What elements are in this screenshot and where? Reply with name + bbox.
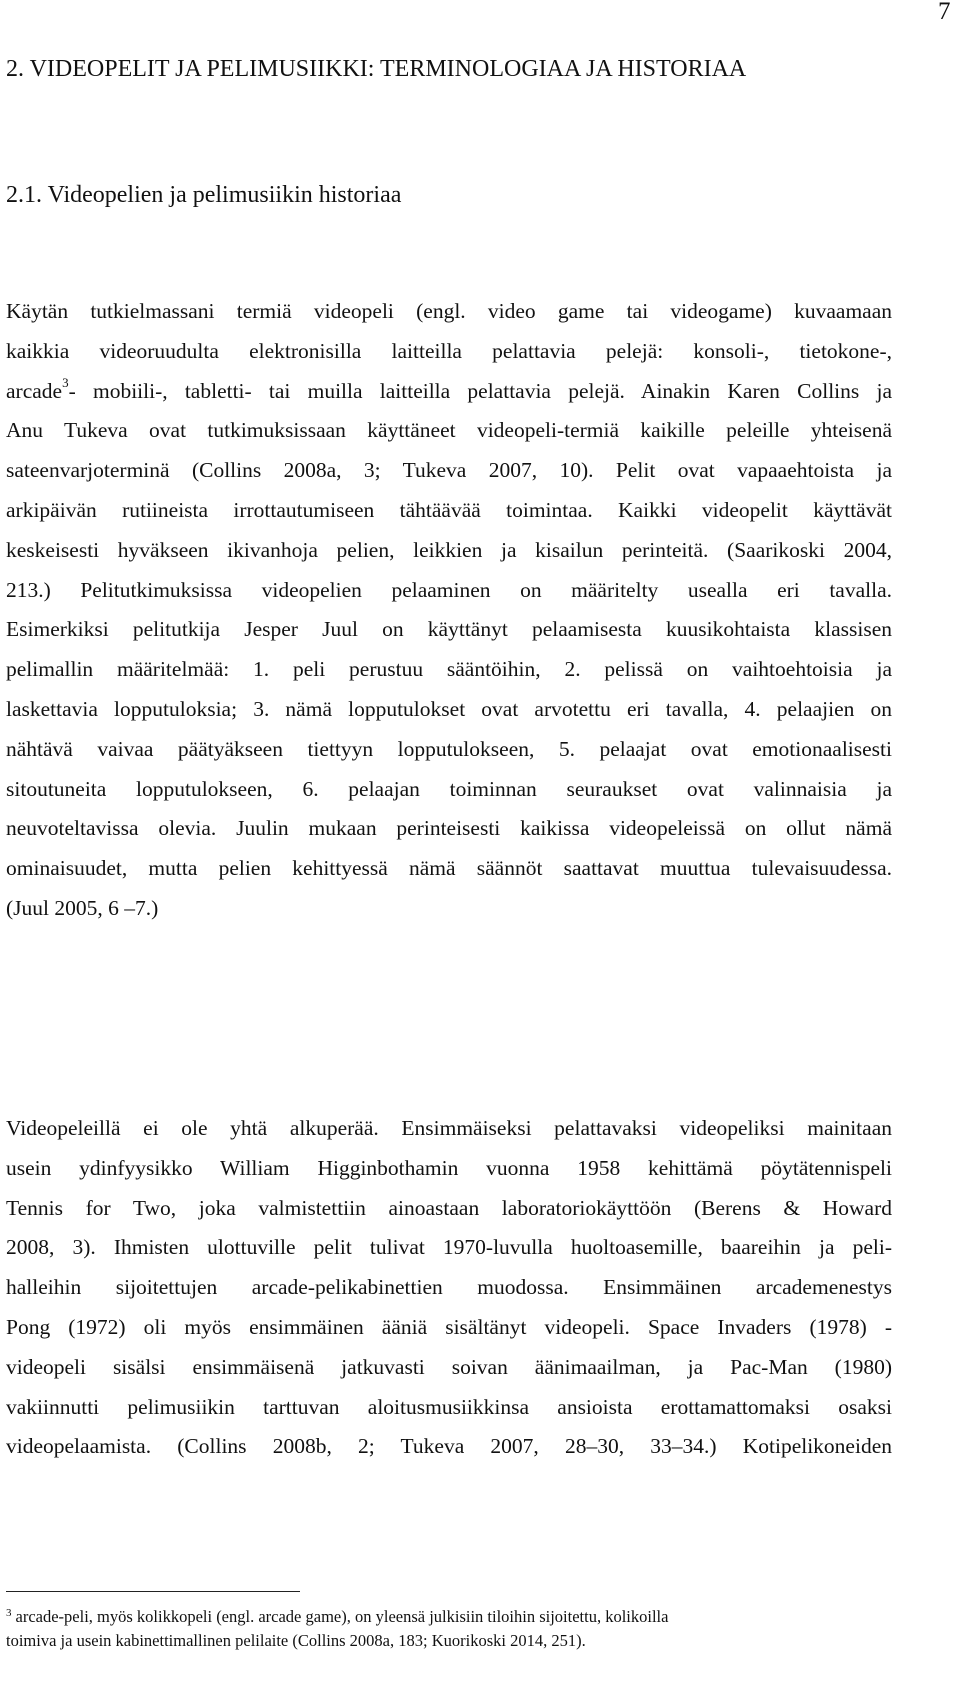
text-line: halleihin sijoitettujen arcade-pelikabinettien muodossa. Ensimmäinen arcademenestys [6,1275,892,1300]
page-number: 7 [938,0,951,25]
text-line: Esimerkiksi pelitutkija Jesper Juul on käyttänyt pelaamisesta kuusikohtaista klassisen [6,617,892,642]
text-line: Videopeleillä ei ole yhtä alkuperää. Ensimmäiseksi pelattavaksi videopeliksi mainitaan [6,1116,892,1140]
text-line: (Juul 2005, 6 –7.) [6,895,159,920]
footnote-reference: 3 [62,375,69,391]
text-line: keskeisesti hyväkseen ikivanhoja pelien, leikkien ja kisailun perinteitä. (Saarikoski 2004, [6,537,892,562]
section-heading: 2.1. Videopelien ja pelimusiikin historiaa [6,182,402,208]
text-line: Anu Tukeva ovat tutkimuksissaan käyttäneet videopeli-termiä kaikille peleille yhteisenä [6,418,892,443]
footnote-marker: 3 [6,1607,12,1619]
text-line: Pong (1972) oli myös ensimmäinen ääniä sisältänyt videopeli. Space Invaders (1978) - [6,1314,892,1339]
text-line: arkipäivän rutiineista irrottautumiseen tähtäävää toimintaa. Kaikki videopelit käyttävät [6,497,892,522]
text-line: videopelaamista. (Collins 2008b, 2; Tukeva 2007, 28–30, 33–34.) Kotipelikoneiden [6,1434,892,1459]
text-line: nähtävä vaivaa päätyäkseen tiettyyn lopputulokseen, 5. pelaajat ovat emotionaalisesti [6,736,892,761]
text-line: Käytän tutkielmassani termiä videopeli (engl. video game tai videogame) kuvaamaan [6,299,892,323]
text-line: usein ydinfyysikko William Higginbothamin vuonna 1958 kehittämä pöytätennispeli [6,1155,892,1180]
text-line-part: arcade [6,378,63,403]
chapter-heading: 2. VIDEOPELIT JA PELIMUSIIKKI: TERMINOLOGIAA JA HISTORIAA [6,56,747,82]
footnote-line: toimiva ja usein kabinettimallinen pelilaite (Collins 2008a, 183; Kuorikoski 2014, 251). [6,1631,586,1650]
text-line: sitoutuneita lopputulokseen, 6. pelaajan toiminnan seuraukset ovat valinnaisia ja [6,776,892,801]
text-line: neuvoteltavissa olevia. Juulin mukaan perinteisesti kaikissa videopeleissä on ollut nämä [6,816,892,841]
body-paragraph-2 [6,1109,892,1467]
footnote-separator [6,1591,300,1592]
text-line: videopeli sisälsi ensimmäisenä jatkuvasti soivan äänimaailman, ja Pac-Man (1980) [6,1354,892,1379]
text-line: ominaisuudet, mutta pelien kehittyessä nämä säännöt saattavat muuttua tulevaisuudessa. [6,856,892,881]
body-paragraph-1 [6,292,892,929]
text-line: vakiinnutti pelimusiikin tarttuvan aloitusmusiikkinsa ansioista erottamattomaksi osaksi [6,1394,892,1419]
text-line: pelimallin määritelmää: 1. peli perustuu sääntöihin, 2. pelissä on vaihtoehtoisia ja [6,657,892,682]
text-line: kaikkia videoruudulta elektronisilla laitteilla pelattavia pelejä: konsoli-, tietokone-, [6,338,892,363]
text-line: 213.) Pelitutkimuksissa videopelien pelaaminen on määritelty usealla eri tavalla. [6,577,892,602]
text-line-part: - mobiili-, tabletti- tai muilla laitteilla pelattavia pelejä. Ainakin Karen Collins ja [68,378,892,403]
text-line: sateenvarjoterminä (Collins 2008a, 3; Tukeva 2007, 10). Pelit ovat vapaaehtoista ja [6,458,892,483]
text-line [6,372,892,412]
footnote-line [6,1605,892,1631]
text-line: Tennis for Two, joka valmistettiin ainoastaan laboratoriokäyttöön (Berens & Howard [6,1195,892,1220]
text-line: laskettavia lopputuloksia; 3. nämä lopputulokset ovat arvotettu eri tavalla, 4. pelaajien on [6,696,892,721]
text-line: 2008, 3). Ihmisten ulottuville pelit tulivat 1970-luvulla huoltoasemille, baareihin ja peli- [6,1235,892,1260]
footnote-text: arcade-peli, myös kolikkopeli (engl. arcade game), on yleensä julkisiin tiloihin sijoitettu, kolikoilla [15,1607,669,1626]
